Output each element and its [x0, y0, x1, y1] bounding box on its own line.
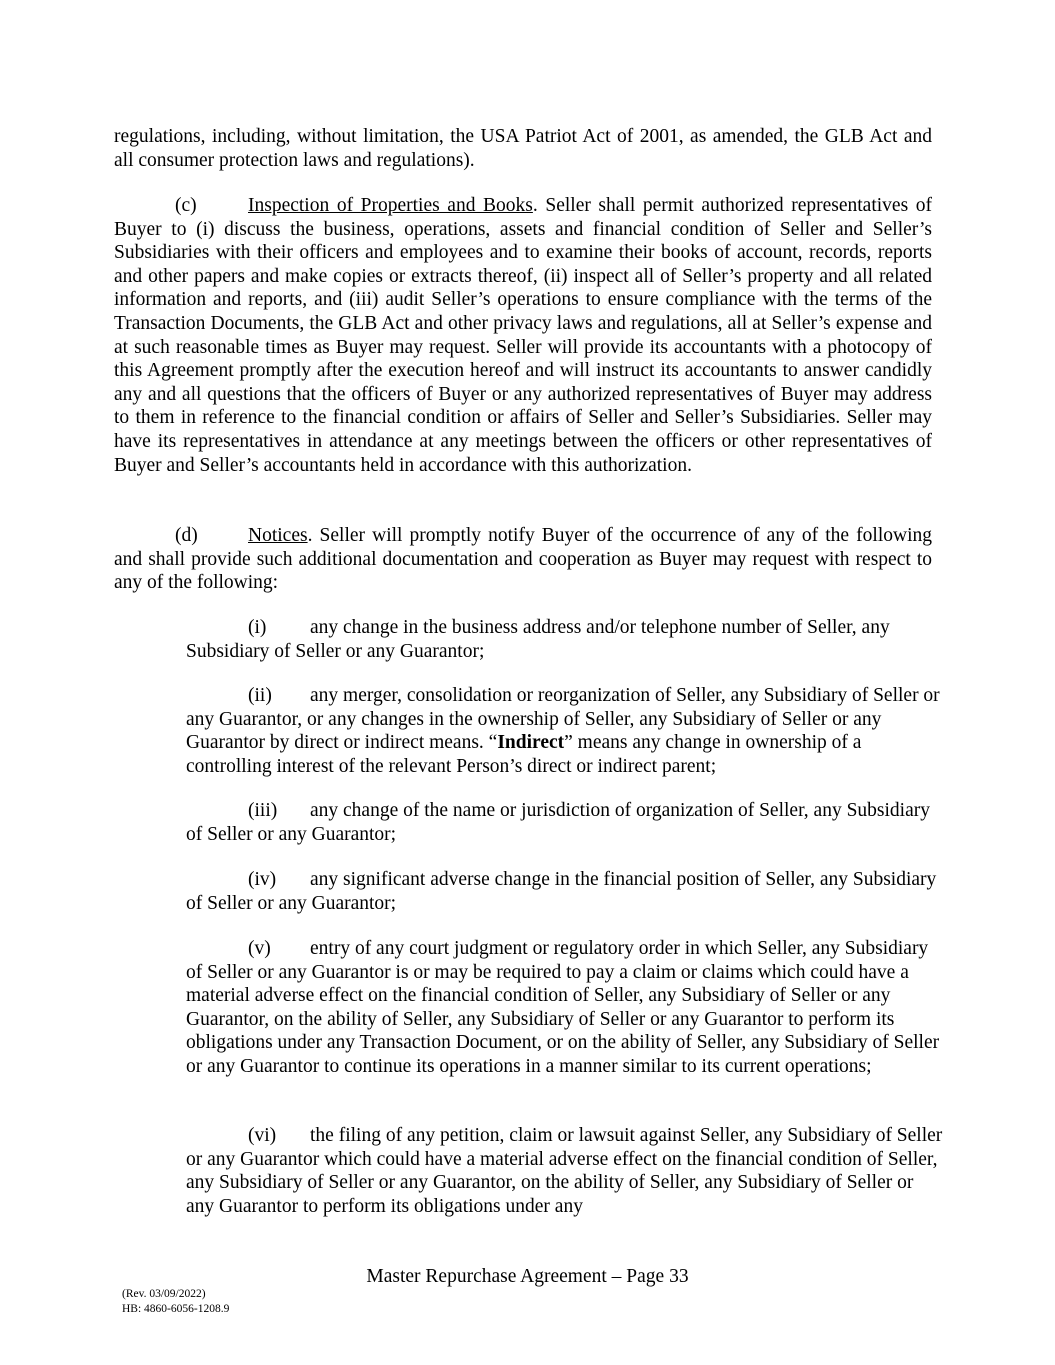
page-footer-title: Master Repurchase Agreement – Page 33: [366, 1266, 689, 1287]
notice-item: [186, 1124, 946, 1218]
notice-item-number-wrap: [186, 616, 310, 640]
notice-item: [186, 937, 946, 1079]
notice-item-number: (iii): [248, 800, 278, 821]
section-d-heading: Notices: [248, 525, 308, 546]
notice-item-number: (iv): [248, 869, 277, 890]
notice-item-number-wrap: [186, 799, 310, 823]
section-c-number: (c): [175, 195, 197, 216]
notice-item-number-wrap: [186, 937, 310, 961]
notice-item: [186, 868, 946, 915]
notice-item-text: any merger, consolidation or reorganization of Seller, any Subsidiary of Seller or any Guarantor, or any changes in the ownership of Seller, any Subsidiary of Seller or any Guarantor by direct or indirect means. “: [186, 685, 940, 754]
notice-item: [186, 799, 946, 846]
notice-item-text: any change of the name or jurisdiction of organization of Seller, any Subsidiary of Seller or any Guarantor;: [186, 800, 930, 845]
defined-term-indirect: Indirect: [497, 732, 565, 754]
notice-item-text: entry of any court judgment or regulatory order in which Seller, any Subsidiary of Seller or any Guarantor is or may be required to pay a claim or claims which could have a material adverse effect on the financial condition of Seller, any Subsidiary of Seller or any Guarantor, on the ability of Seller, any Subsidiary of Seller or any Guarantor to perform its obligations under any Transaction Document, or on the ability of Seller, any Subsidiary of Seller or any Guarantor to continue its operations in a manner similar to its current operations;: [186, 938, 940, 1077]
notice-item-number-wrap: [186, 1124, 310, 1148]
continuation-paragraph: [114, 125, 932, 172]
notice-item: [186, 684, 946, 778]
section-d-paragraph: [114, 524, 932, 595]
revision-label: (Rev. 03/09/2022): [122, 1288, 206, 1300]
notice-item: [186, 616, 946, 663]
section-c-text: . Seller shall permit authorized representatives of Buyer to (i) discuss the business, operations, assets and financial condition of Seller and Seller’s Subsidiaries with their officers and employees and to examine their books of account, records, reports and other papers and make copies or extracts thereof, (ii) inspect all of Seller’s property and all related information and reports, and (iii) audit Seller’s operations to ensure compliance with the terms of the Transaction Documents, the GLB Act and other privacy laws and regulations, all at Seller’s expense and at such reasonable times as Buyer may request. Seller will provide its accountants with a photocopy of this Agreement promptly after the execution hereof and will instruct its accountants to answer candidly any and all questions that the officers of Buyer or any authorized representatives of Buyer may address to them in reference to the financial condition or affairs of Seller and Seller’s Subsidiaries. Seller may have its representatives in attendance at any meetings between the officers or other representatives of Buyer and Seller’s accountants held in accordance with this authorization.: [114, 195, 932, 476]
document-id: HB: 4860-6056-1208.9: [122, 1302, 230, 1315]
section-d-number-wrap: [114, 524, 248, 548]
notice-item-text: any significant adverse change in the financial position of Seller, any Subsidiary of Seller or any Guarantor;: [186, 869, 937, 914]
continuation-text: regulations, including, without limitation, the USA Patriot Act of 2001, as amended, the GLB Act and all consumer protection laws and regulations).: [114, 126, 932, 171]
section-c-heading: Inspection of Properties and Books: [248, 195, 533, 216]
notice-item-number: (v): [248, 938, 271, 959]
notice-item-number-wrap: [186, 868, 310, 892]
notice-item-number: (ii): [248, 685, 272, 706]
notice-item-text: the filing of any petition, claim or lawsuit against Seller, any Subsidiary of Seller or any Guarantor which could have a material adverse effect on the financial condition of Seller, any Subsidiary of Seller or any Guarantor, on the ability of Seller, any Subsidiary of Seller or any Guarantor to perform its obligations under any: [186, 1125, 943, 1217]
notice-item-number: (i): [248, 617, 267, 638]
section-c-paragraph: [114, 194, 932, 477]
section-d-number: (d): [175, 525, 198, 546]
notice-item-text: any change in the business address and/or telephone number of Seller, any Subsidiary of Seller or any Guarantor;: [186, 617, 890, 662]
notice-item-number: (vi): [248, 1125, 277, 1146]
section-c-number-wrap: [114, 194, 248, 218]
notice-item-number-wrap: [186, 684, 310, 708]
footer-meta: [122, 1287, 229, 1316]
notice-item-text-after: ” means any change in ownership of a controlling interest of the relevant Person’s direct or indirect parent;: [186, 732, 862, 777]
section-d-text: . Seller will promptly notify Buyer of the occurrence of any of the following and shall provide such additional documentation and cooperation as Buyer may request with respect to any of the following:: [114, 525, 932, 594]
